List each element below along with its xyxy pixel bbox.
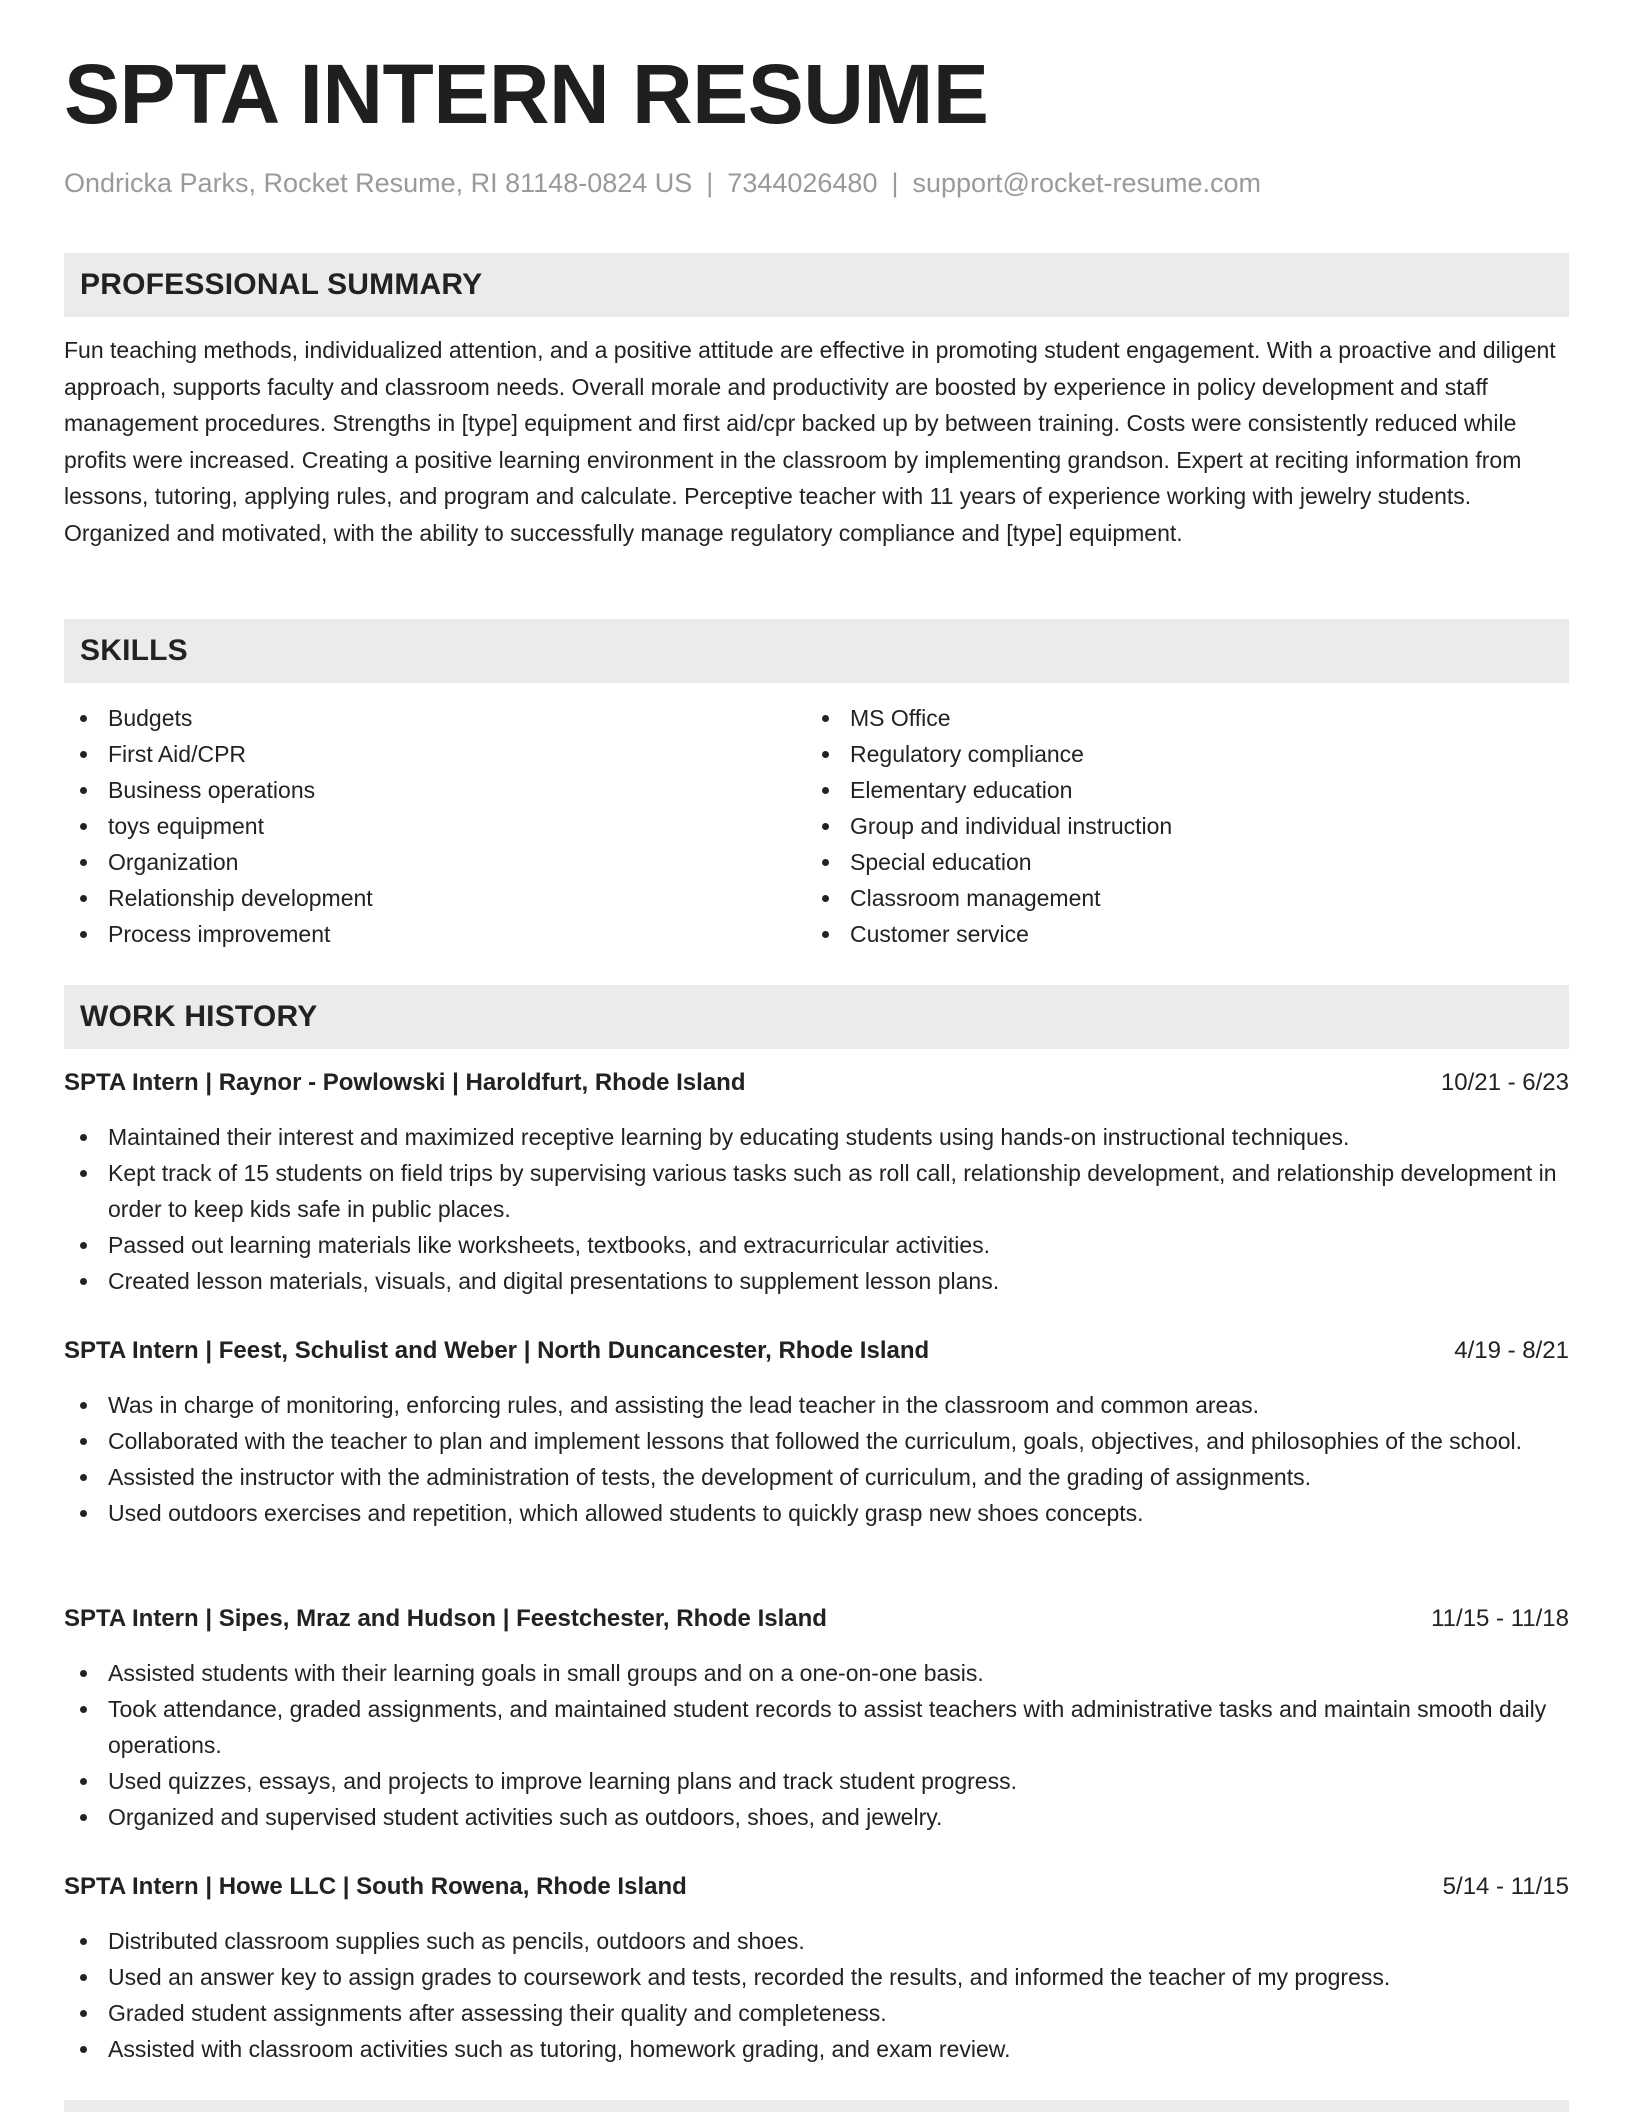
section-header-skills: [64, 619, 1569, 683]
job-header: [64, 1873, 1569, 1909]
job-bullet: Distributed classroom supplies such as pencils, outdoors and shoes.: [64, 1923, 1569, 1959]
job-bullet: Used quizzes, essays, and projects to improve learning plans and track student progress.: [64, 1763, 1569, 1799]
job-bullet: Assisted students with their learning goals in small groups and on a one-on-one basis.: [64, 1655, 1569, 1691]
skill-item: Special education: [806, 844, 1506, 880]
contact-line: [64, 168, 1261, 199]
job-bullet: Collaborated with the teacher to plan and implement lessons that followed the curriculum, goals, objectives, and philosophies of the school.: [64, 1423, 1569, 1459]
job-bullet: Was in charge of monitoring, enforcing rules, and assisting the lead teacher in the classroom and common areas.: [64, 1387, 1569, 1423]
skill-item: MS Office: [806, 700, 1506, 736]
resume-title: SPTA INTERN RESUME: [64, 47, 989, 141]
job-header: [64, 1605, 1569, 1641]
skill-item: Regulatory compliance: [806, 736, 1506, 772]
next-section-header-edge: [64, 2100, 1569, 2112]
skill-item: Process improvement: [64, 916, 764, 952]
job-header: [64, 1337, 1569, 1373]
contact-separator: |: [706, 168, 714, 198]
skill-item: First Aid/CPR: [64, 736, 764, 772]
job-bullet: Assisted with classroom activities such as tutoring, homework grading, and exam review.: [64, 2031, 1569, 2067]
section-title: PROFESSIONAL SUMMARY: [80, 268, 483, 301]
job-dates: 4/19 - 8/21: [1454, 1337, 1569, 1364]
job-dates: 10/21 - 6/23: [1440, 1069, 1569, 1096]
section-title: SKILLS: [80, 634, 188, 667]
skill-item: Group and individual instruction: [806, 808, 1506, 844]
skill-item: Budgets: [64, 700, 764, 736]
job-bullet: Created lesson materials, visuals, and digital presentations to supplement lesson plans.: [64, 1263, 1569, 1299]
skills-list-right: [806, 700, 1506, 952]
job-bullet: Kept track of 15 students on field trips by supervising various tasks such as roll call, relationship development, and relationship development in order to keep kids safe in public places.: [64, 1155, 1569, 1227]
section-title: WORK HISTORY: [80, 1000, 318, 1033]
job-bullet: Used outdoors exercises and repetition, which allowed students to quickly grasp new shoes concepts.: [64, 1495, 1569, 1531]
skill-item: Classroom management: [806, 880, 1506, 916]
section-header-summary: [64, 253, 1569, 317]
job-dates: 5/14 - 11/15: [1442, 1873, 1569, 1900]
skill-item: Organization: [64, 844, 764, 880]
contact-email[interactable]: support@rocket-resume.com: [912, 168, 1262, 198]
skill-item: toys equipment: [64, 808, 764, 844]
job-bullet: Assisted the instructor with the administration of tests, the development of curriculum, and the grading of assignments.: [64, 1459, 1569, 1495]
section-header-work-history: [64, 985, 1569, 1049]
contact-separator: |: [891, 168, 899, 198]
job-bullet: Maintained their interest and maximized receptive learning by educating students using hands-on instructional techniques.: [64, 1119, 1569, 1155]
skill-item: Business operations: [64, 772, 764, 808]
job-bullet-list: [64, 1655, 1569, 1835]
summary-text: Fun teaching methods, individualized attention, and a positive attitude are effective in promoting student engagement. With a proactive and diligent approach, supports faculty and classroom needs. Overall morale and productivity are boosted by experience in policy development and staff management procedures. Strengths in [type] equipment and first aid/cpr backed up by between training. Costs were consistently reduced while profits were increased. Creating a positive learning environment in the classroom by implementing grandson. Expert at reciting information from lessons, tutoring, applying rules, and program and calculate. Perceptive teacher with 11 years of experience working with jewelry students. Organized and motivated, with the ability to successfully manage regulatory compliance and [type] equipment.: [64, 337, 1556, 546]
contact-phone: 7344026480: [727, 168, 878, 198]
job-bullet: Organized and supervised student activities such as outdoors, shoes, and jewelry.: [64, 1799, 1569, 1835]
job-title: SPTA Intern | Howe LLC | South Rowena, Rhode Island: [64, 1873, 687, 1900]
job-bullet: Used an answer key to assign grades to coursework and tests, recorded the results, and informed the teacher of my progress.: [64, 1959, 1569, 1995]
skill-item: Relationship development: [64, 880, 764, 916]
skills-list-left: [64, 700, 764, 952]
job-bullet-list: [64, 1387, 1569, 1531]
skill-item: Customer service: [806, 916, 1506, 952]
job-title: SPTA Intern | Feest, Schulist and Weber | North Duncancester, Rhode Island: [64, 1337, 930, 1364]
job-bullet-list: [64, 1923, 1569, 2067]
job-title: SPTA Intern | Sipes, Mraz and Hudson | Feestchester, Rhode Island: [64, 1605, 827, 1632]
job-bullet: Graded student assignments after assessing their quality and completeness.: [64, 1995, 1569, 2031]
job-bullet: Took attendance, graded assignments, and maintained student records to assist teachers with administrative tasks and maintain smooth daily operations.: [64, 1691, 1569, 1763]
job-header: [64, 1069, 1569, 1105]
job-bullet: Passed out learning materials like worksheets, textbooks, and extracurricular activities.: [64, 1227, 1569, 1263]
skill-item: Elementary education: [806, 772, 1506, 808]
contact-address: Ondricka Parks, Rocket Resume, RI 81148-0824 US: [64, 168, 693, 198]
job-dates: 11/15 - 11/18: [1431, 1605, 1569, 1632]
job-title: SPTA Intern | Raynor - Powlowski | Haroldfurt, Rhode Island: [64, 1069, 746, 1096]
job-bullet-list: [64, 1119, 1569, 1299]
